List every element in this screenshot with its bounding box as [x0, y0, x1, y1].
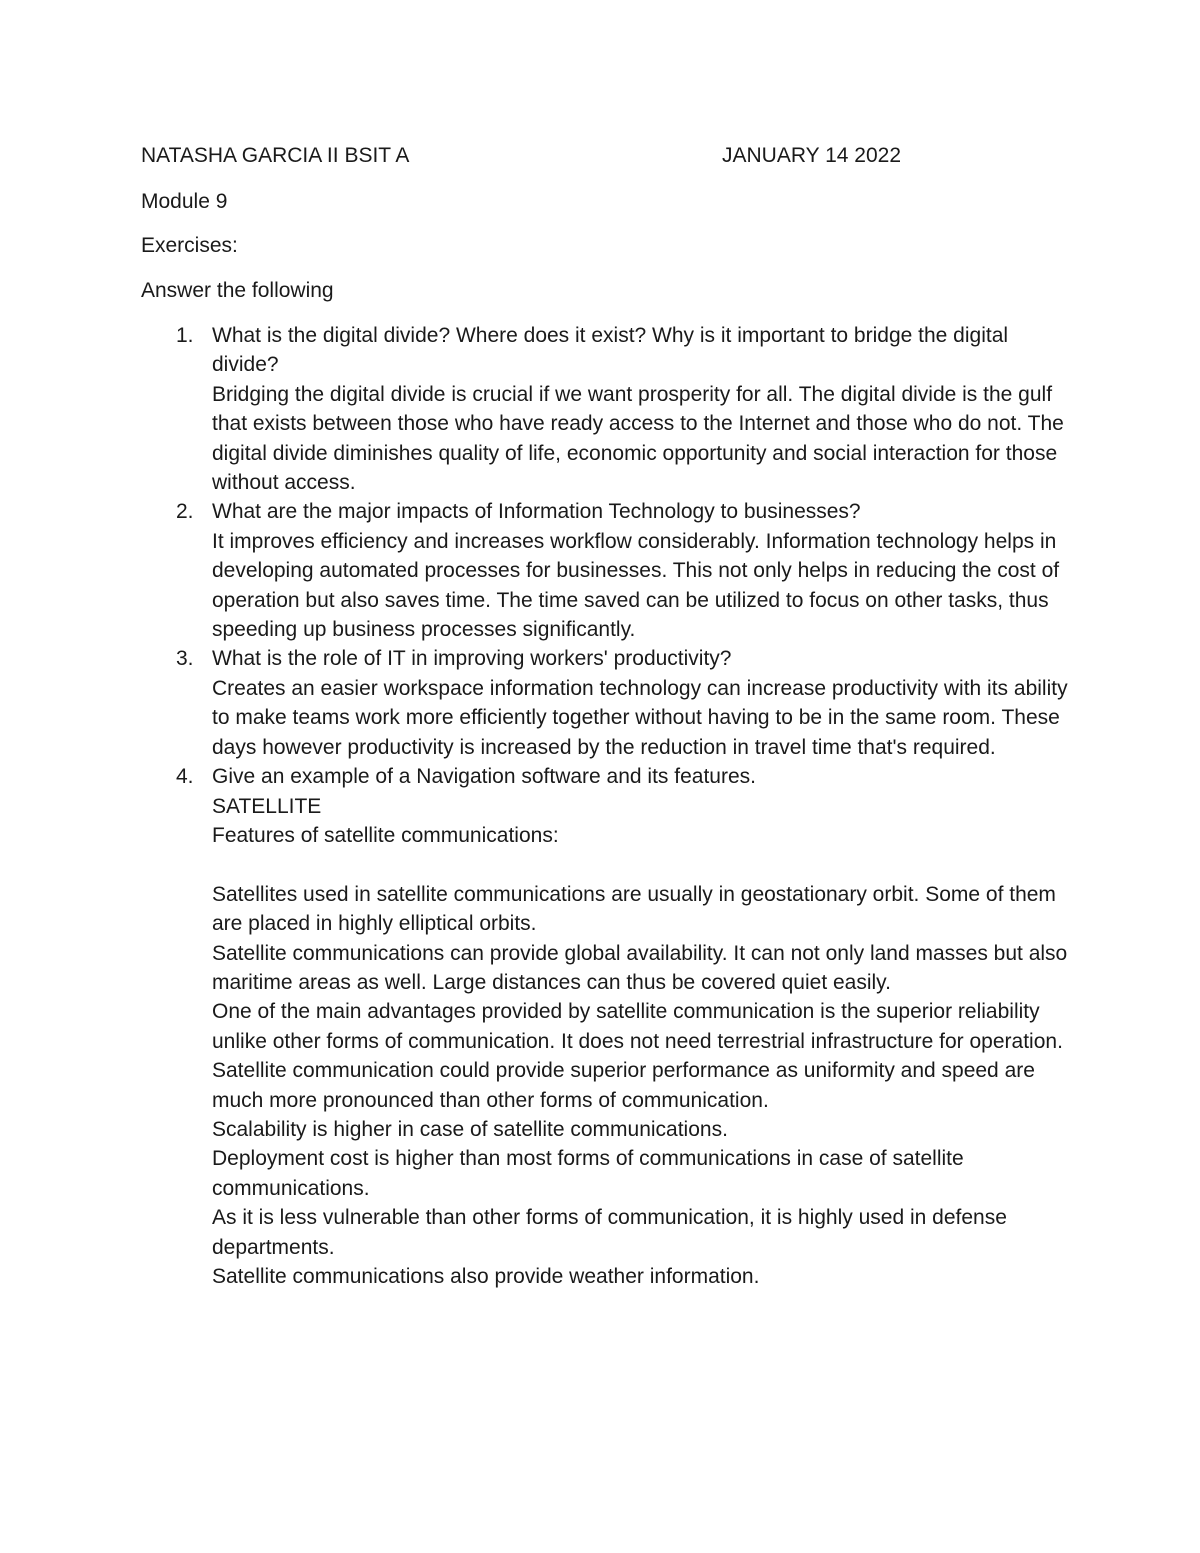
module-title: Module 9 — [141, 190, 228, 213]
document-date: JANUARY 14 2022 — [722, 144, 902, 167]
question-item-1 — [141, 321, 1071, 497]
feature-paragraph: Satellite communications also provide weather information. — [212, 1264, 760, 1288]
document-header — [141, 141, 961, 171]
question-text: Give an example of a Navigation software and its features. — [212, 765, 756, 789]
answer-text: Bridging the digital divide is crucial if we want prosperity for all. The digital divide is the gulf that exists between those who have ready access to the Internet and those who do not. The digital divide diminishes quality of life, economic opportunity and social interaction for those without access. — [212, 382, 1064, 495]
student-name: NATASHA GARCIA II BSIT A — [141, 144, 410, 167]
question-number: 1. — [176, 324, 194, 347]
question-item-4 — [141, 762, 1071, 1291]
feature-paragraph: As it is less vulnerable than other forms of communication, it is highly used in defense departments. — [212, 1206, 1007, 1259]
question-item-3 — [141, 644, 1071, 762]
question-number: 4. — [176, 765, 194, 789]
paragraph-spacer — [212, 850, 1071, 879]
feature-paragraph: One of the main advantages provided by satellite communication is the superior reliability unlike other forms of communication. It does not need terrestrial infrastructure for operation. — [212, 1000, 1063, 1053]
feature-paragraph: Satellites used in satellite communications are usually in geostationary orbit. Some of them are placed in highly elliptical orbits. — [212, 882, 1056, 936]
question-text: What is the role of IT in improving workers' productivity? — [212, 647, 732, 671]
question-text: What is the digital divide? Where does it exist? Why is it important to bridge the digital divide? — [212, 324, 1009, 377]
feature-paragraph: Satellite communications can provide global availability. It can not only land masses but also maritime areas as well. Large distances can thus be covered quiet easily. — [212, 941, 1068, 994]
question-number: 2. — [176, 500, 194, 524]
answer-text: Creates an easier workspace information technology can increase productivity with its ability to make teams work more efficiently together without having to be in the same room. These days however productivity is increased by the reduction in travel time that's required. — [212, 676, 1068, 759]
feature-paragraph: Satellite communication could provide superior performance as uniformity and speed are much more pronounced than other forms of communication. — [212, 1059, 1035, 1112]
question-text: What are the major impacts of Information Technology to businesses? — [212, 500, 861, 524]
answer-text: SATELLITE — [212, 794, 322, 818]
answer-text: It improves efficiency and increases workflow considerably. Information technology helps in developing automated processes for businesses. This not only helps in reducing the cost of operation but also saves time. The time saved can be utilized to focus on other tasks, thus speeding up business processes significantly. — [212, 529, 1060, 642]
questions-list — [141, 321, 1071, 1291]
instruction-text: Answer the following — [141, 279, 334, 302]
question-item-2 — [141, 497, 1071, 644]
exercises-heading: Exercises: — [141, 234, 238, 257]
features-heading: Features of satellite communications: — [212, 823, 559, 847]
question-number: 3. — [176, 647, 194, 671]
feature-paragraph: Scalability is higher in case of satellite communications. — [212, 1117, 728, 1141]
feature-paragraph: Deployment cost is higher than most forms of communications in case of satellite communications. — [212, 1147, 964, 1200]
